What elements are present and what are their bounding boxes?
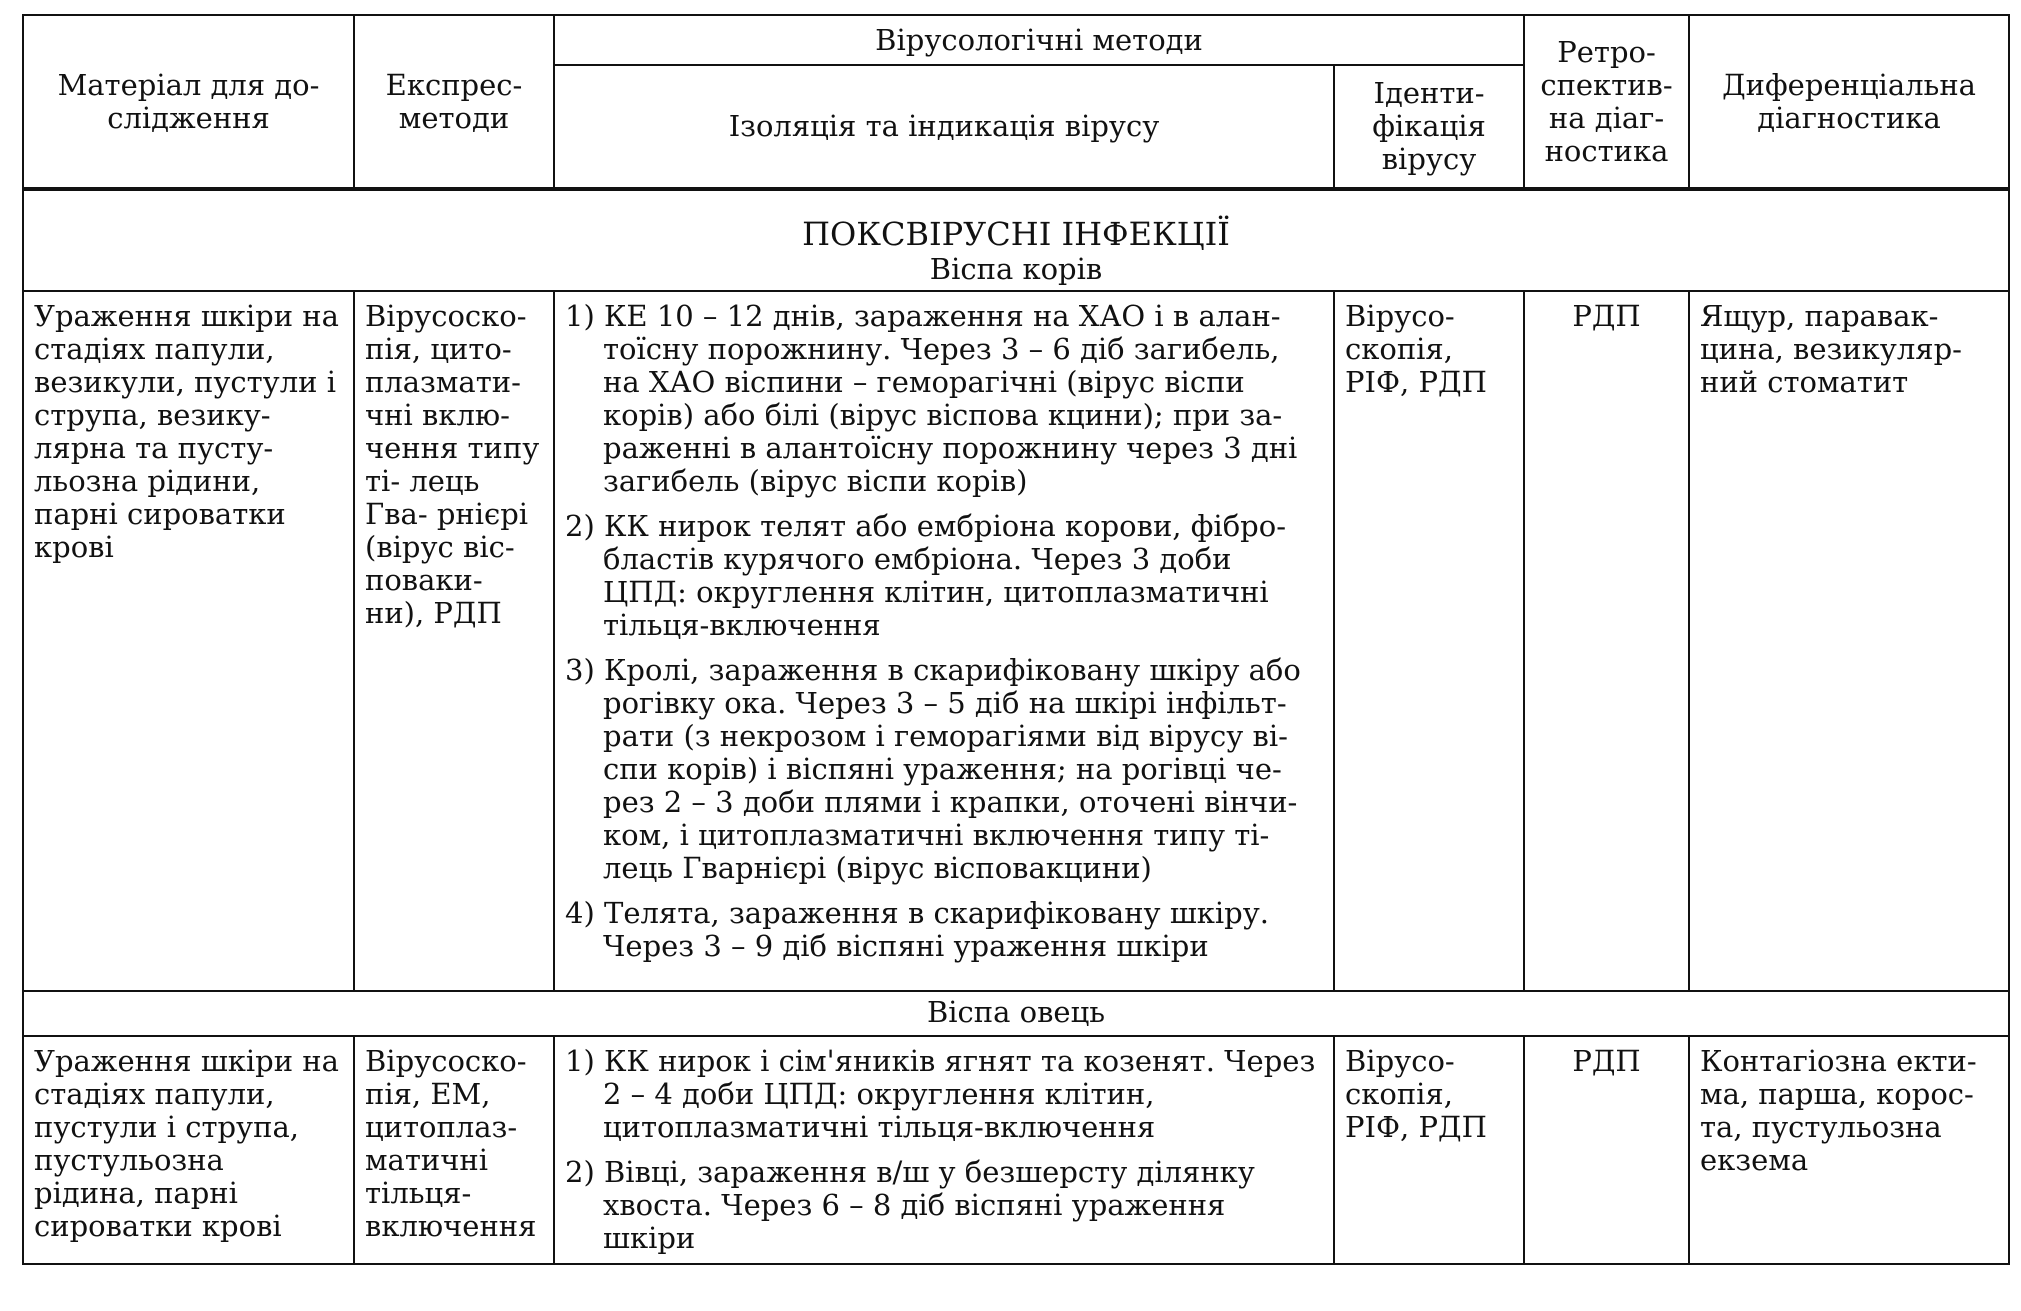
express-cell: Вірусоско- пія, ЕМ, цитоплаз- матичні тільця- включення bbox=[354, 1036, 554, 1264]
isolation-cell bbox=[554, 291, 1334, 991]
isolation-item: 1) КК нирок і сім'яників ягнят та козенят. Через 2 – 4 доби ЦПД: округлення клітин, цитоплазматичні тільця-включення bbox=[565, 1044, 1316, 1144]
express-cell: Вірусоско- пія, цито- плазмати- чні вклю- чення типу ті- лець Гва- рнієрі (вірус віс- поваки- ни), РДП bbox=[354, 291, 554, 991]
isolation-cell bbox=[554, 1036, 1334, 1264]
document-page bbox=[22, 14, 2008, 1290]
isolation-item: 4) Телята, зараження в скарифіковану шкіру. Через 3 – 9 діб віспяні ураження шкіри bbox=[565, 896, 1270, 963]
material-cell: Ураження шкіри на стадіях папули, пустули і струпа, пустульозна рідина, парні сироватки крові bbox=[23, 1036, 354, 1264]
header-material: Матеріал для до- слідження bbox=[23, 15, 354, 189]
material-cell: Ураження шкіри на стадіях папули, везикули, пустули і струпа, везику- лярна та пусту- льозна рідини, парні сироватки крові bbox=[23, 291, 354, 991]
header-express: Експрес- методи bbox=[354, 15, 554, 189]
group-row bbox=[23, 189, 2009, 291]
group-cell bbox=[23, 189, 2009, 291]
table-row bbox=[23, 1036, 2009, 1264]
header-virology: Вірусологічні методи bbox=[554, 15, 1524, 65]
identification-cell: Вірусо- скопія, РІФ, РДП bbox=[1334, 291, 1524, 991]
group-title: ПОКСВІРУСНІ ІНФЕКЦІЇ bbox=[802, 215, 1230, 253]
identification-cell: Вірусо- скопія, РІФ, РДП bbox=[1334, 1036, 1524, 1264]
isolation-item: 2) Вівці, зараження в/ш у безшерсту ділянку хвоста. Через 6 – 8 діб віспяні ураження шкіри bbox=[565, 1155, 1255, 1255]
isolation-item: 1) КЕ 10 – 12 днів, зараження на ХАО і в алан- тоїсну порожнину. Через 3 – 6 діб загибель, на ХАО віспини – геморагічні (вірус віспи корів) або білі (вірус віспова кцини); при за- раженні в алантоїсну порожнину через 3 дні загибель (вірус віспи корів) bbox=[565, 299, 1298, 498]
differential-cell: Контагіозна екти- ма, парша, корос- та, пустульозна екзема bbox=[1689, 1036, 2009, 1264]
disease-title-sheeppox: Віспа овець bbox=[23, 991, 2009, 1036]
isolation-item: 2) КК нирок телят або ембріона корови, фібро- бластів курячого ембріона. Через 3 доби ЦПД: округлення клітин, цитоплазматичні тільця-включення bbox=[565, 509, 1286, 642]
retrospective-cell: РДП bbox=[1524, 291, 1689, 991]
isolation-item: 3) Кролі, зараження в скарифіковану шкіру або рогівку ока. Через 3 – 5 діб на шкірі інфільт- рати (з некрозом і геморагіями від вірусу ві- спи корів) і віспяні ураження; на рогівці че- рез 2 – 3 доби плями і крапки, оточені вінчи- ком, і цитоплазматичні включення типу ті- лець Гварнієрі (вірус вісповакцини) bbox=[565, 653, 1301, 885]
disease-title-cowpox: Віспа корів bbox=[929, 252, 1103, 286]
header-retrospective: Ретро- спектив- на діаг- ностика bbox=[1524, 15, 1689, 189]
header-differential: Диференціальна діагностика bbox=[1689, 15, 2009, 189]
differential-cell: Ящур, паравак- цина, везикуляр- ний стоматит bbox=[1689, 291, 2009, 991]
header-isolation: Ізоляція та індикація вірусу bbox=[554, 65, 1334, 189]
header-identification: Іденти- фікація вірусу bbox=[1334, 65, 1524, 189]
header-row bbox=[23, 15, 2009, 65]
table-row bbox=[23, 291, 2009, 991]
diagnostics-table bbox=[22, 14, 2010, 1265]
disease-row bbox=[23, 991, 2009, 1036]
retrospective-cell: РДП bbox=[1524, 1036, 1689, 1264]
